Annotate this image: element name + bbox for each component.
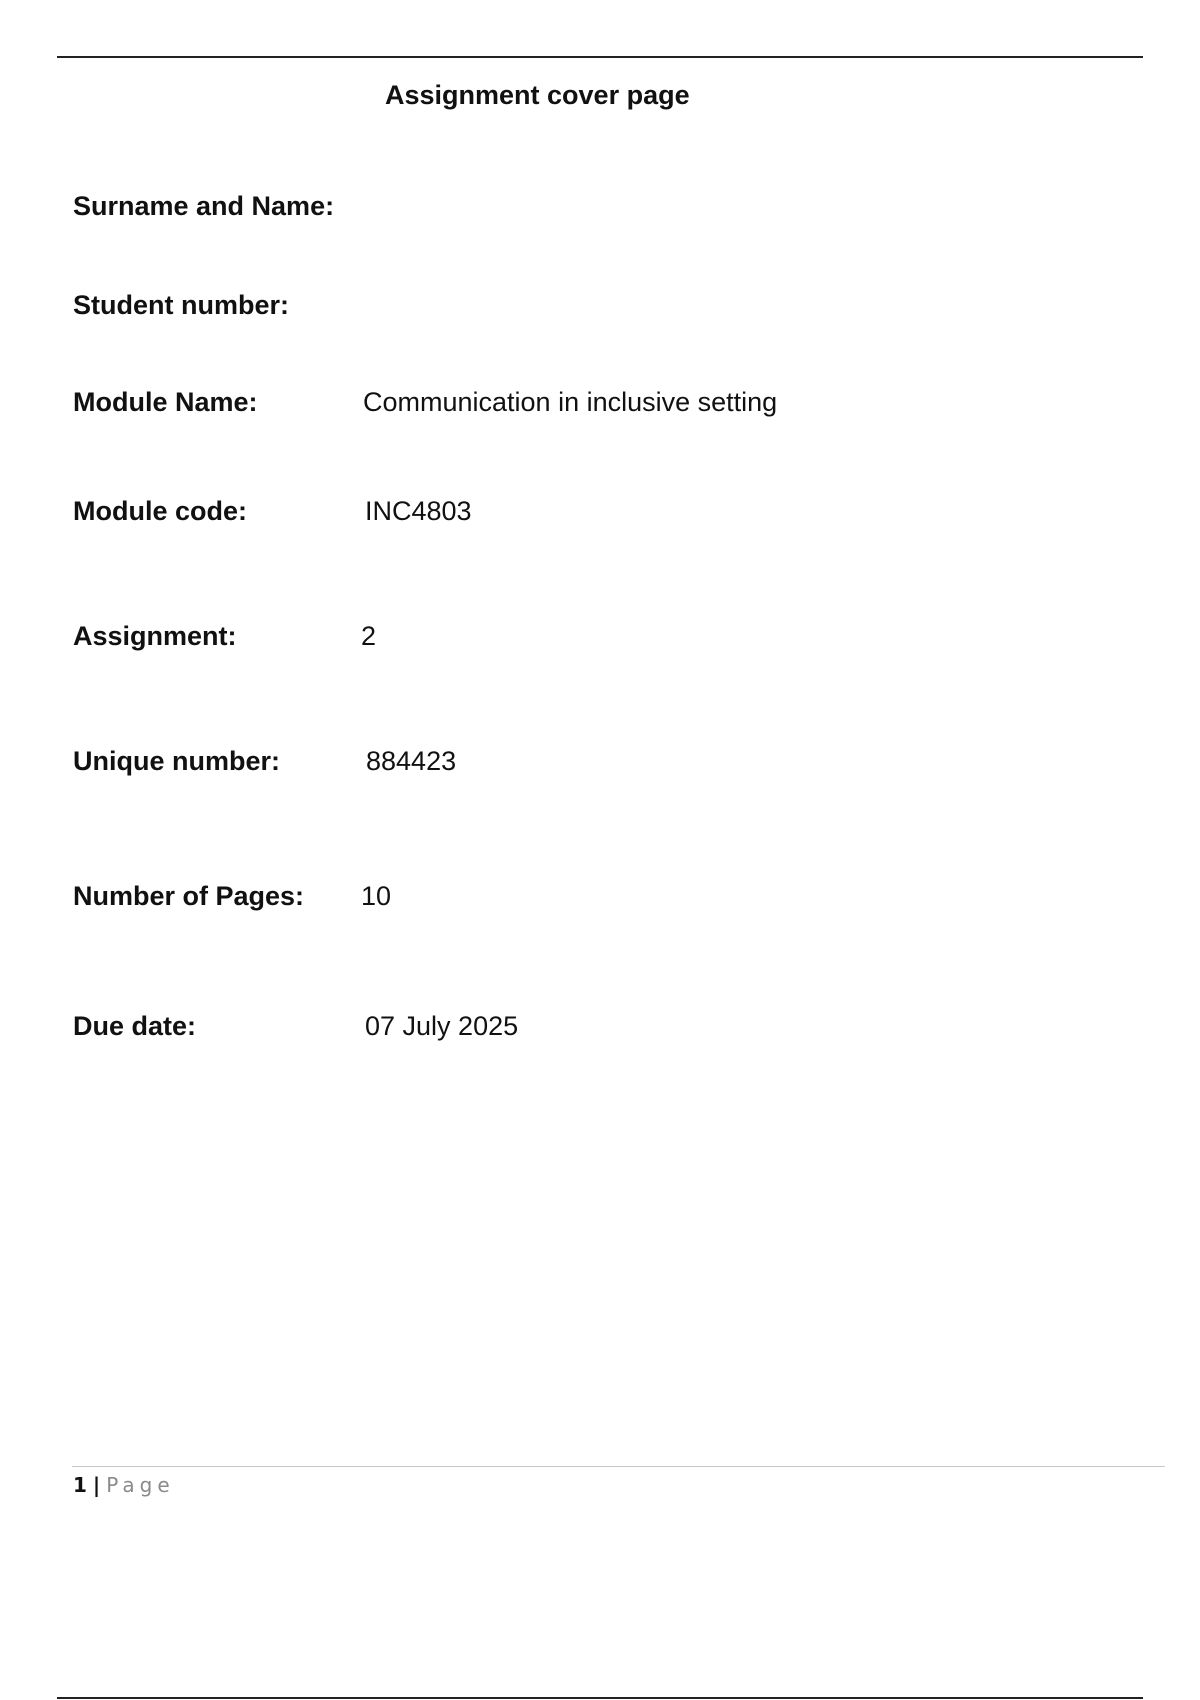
- top-rule: [57, 56, 1143, 58]
- number-of-pages-label: Number of Pages:: [73, 881, 305, 911]
- page-label: Page: [106, 1473, 175, 1497]
- surname-name-label: Surname and Name:: [73, 191, 335, 221]
- assignment-label: Assignment:: [73, 621, 237, 651]
- page-footer: [73, 1473, 175, 1497]
- module-code-value: INC4803: [365, 496, 472, 526]
- page-number: 1: [73, 1473, 87, 1497]
- page-separator: |: [92, 1473, 101, 1497]
- module-name-label: Module Name:: [73, 387, 258, 417]
- number-of-pages-value: 10: [361, 881, 392, 911]
- due-date-value: 07 July 2025: [365, 1011, 519, 1041]
- bottom-rule: [57, 1697, 1143, 1699]
- module-code-label: Module code:: [73, 496, 247, 526]
- student-number-label: Student number:: [73, 290, 289, 320]
- due-date-label: Due date:: [73, 1011, 197, 1041]
- unique-number-value: 884423: [366, 746, 457, 776]
- footer-rule: [72, 1466, 1165, 1467]
- module-name-value: Communication in inclusive setting: [363, 387, 778, 417]
- page-title: Assignment cover page: [385, 80, 690, 110]
- assignment-value: 2: [361, 621, 377, 651]
- unique-number-label: Unique number:: [73, 746, 280, 776]
